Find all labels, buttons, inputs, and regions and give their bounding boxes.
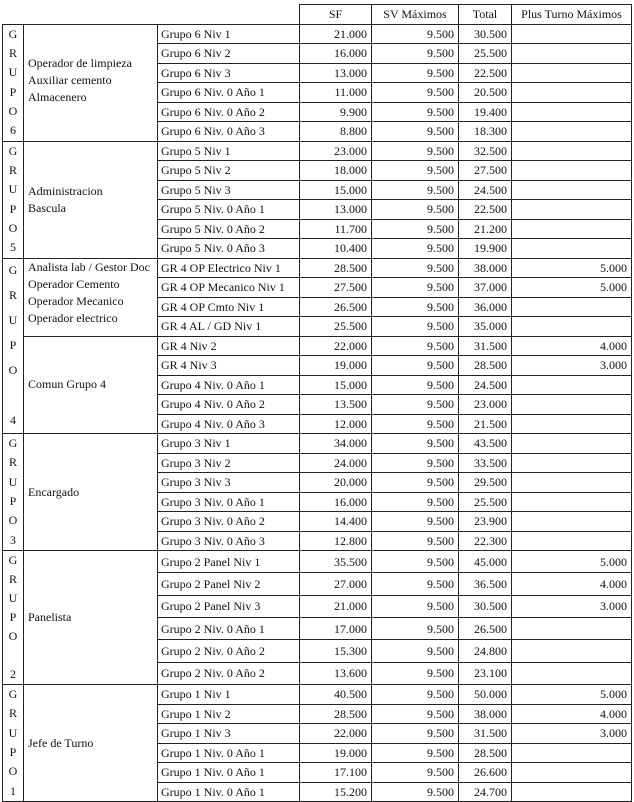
sv-cell: 9.500 (372, 551, 459, 573)
total-cell: 29.500 (459, 473, 512, 493)
sf-cell: 26.500 (300, 297, 372, 317)
total-cell: 25.500 (459, 492, 512, 512)
sv-cell: 9.500 (372, 278, 459, 298)
plus-cell (512, 122, 632, 142)
category-cell: Grupo 3 Niv. 0 Año 3 (158, 531, 300, 551)
group-label (3, 434, 24, 551)
total-cell: 25.500 (459, 44, 512, 64)
group-letter: 5 (10, 240, 16, 255)
plus-cell: 5.000 (512, 685, 632, 705)
sf-cell: 22.000 (300, 336, 372, 356)
plus-cell (512, 395, 632, 415)
plus-cell: 3.000 (512, 724, 632, 744)
sf-cell: 27.000 (300, 573, 372, 595)
table-row (3, 336, 632, 356)
plus-cell (512, 317, 632, 337)
total-cell: 38.000 (459, 258, 512, 278)
group-letter: R (8, 572, 17, 586)
sv-cell: 9.500 (372, 573, 459, 595)
group-label (3, 141, 24, 258)
group-letter: U (8, 591, 18, 605)
description-line: Auxiliar cemento (28, 72, 112, 87)
sv-cell: 9.500 (372, 782, 459, 802)
group-letter: G (8, 553, 18, 567)
group-letters (3, 142, 23, 258)
sv-cell: 9.500 (372, 122, 459, 142)
total-cell: 18.300 (459, 122, 512, 142)
sf-cell: 22.000 (300, 724, 372, 744)
salary-table (2, 4, 632, 802)
total-cell: 35.000 (459, 317, 512, 337)
sf-cell: 13.000 (300, 63, 372, 83)
total-cell: 43.500 (459, 434, 512, 454)
sf-cell: 11.700 (300, 219, 372, 239)
group-letter: R (8, 455, 17, 470)
sf-cell: 20.000 (300, 473, 372, 493)
category-cell: GR 4 OP Cmto Niv 1 (158, 297, 300, 317)
group-label (3, 685, 24, 802)
sv-cell: 9.500 (372, 512, 459, 532)
plus-cell (512, 63, 632, 83)
sv-cell: 9.500 (372, 414, 459, 434)
plus-cell (512, 200, 632, 220)
group-letter: G (8, 436, 18, 451)
sv-cell: 9.500 (372, 44, 459, 64)
sf-cell: 24.000 (300, 453, 372, 473)
total-cell: 26.500 (459, 617, 512, 639)
sv-cell: 9.500 (372, 83, 459, 103)
sv-cell: 9.500 (372, 356, 459, 376)
plus-cell (512, 414, 632, 434)
plus-cell (512, 180, 632, 200)
category-cell: Grupo 1 Niv 3 (158, 724, 300, 744)
group-letter: O (8, 103, 18, 118)
total-cell: 28.500 (459, 743, 512, 763)
plus-cell (512, 434, 632, 454)
group-letter: U (8, 313, 18, 328)
group-letter: O (8, 764, 18, 779)
plus-cell (512, 763, 632, 783)
plus-cell (512, 102, 632, 122)
sv-cell: 9.500 (372, 219, 459, 239)
description-line: Bascula (28, 200, 66, 215)
plus-cell (512, 531, 632, 551)
sf-cell: 17.100 (300, 763, 372, 783)
plus-cell (512, 782, 632, 802)
category-cell: Grupo 3 Niv 2 (158, 453, 300, 473)
category-cell: Grupo 3 Niv. 0 Año 2 (158, 512, 300, 532)
category-cell: Grupo 1 Niv 1 (158, 685, 300, 705)
group-letter: O (8, 363, 18, 378)
category-cell: Grupo 5 Niv. 0 Año 2 (158, 219, 300, 239)
total-cell: 32.500 (459, 141, 512, 161)
sf-cell: 12.800 (300, 531, 372, 551)
sv-cell: 9.500 (372, 724, 459, 744)
group-description (24, 258, 158, 336)
table-body (3, 24, 632, 802)
sf-cell: 10.400 (300, 239, 372, 259)
total-cell: 24.500 (459, 375, 512, 395)
sf-cell: 13.600 (300, 662, 372, 684)
sv-cell: 9.500 (372, 531, 459, 551)
sv-cell: 9.500 (372, 743, 459, 763)
description-line: Operador Mecanico (28, 293, 124, 308)
total-cell: 37.000 (459, 278, 512, 298)
sv-cell: 9.500 (372, 317, 459, 337)
total-cell: 28.500 (459, 356, 512, 376)
sv-cell: 9.500 (372, 297, 459, 317)
group-letter: P (9, 201, 17, 216)
total-cell: 45.000 (459, 551, 512, 573)
group-description (24, 434, 158, 551)
category-cell: Grupo 2 Panel Niv 1 (158, 551, 300, 573)
sf-cell: 12.000 (300, 414, 372, 434)
group-description (24, 24, 158, 141)
group-letters (3, 25, 23, 141)
total-cell: 23.000 (459, 395, 512, 415)
total-cell: 24.700 (459, 782, 512, 802)
sf-cell: 9.900 (300, 102, 372, 122)
sf-cell: 19.000 (300, 356, 372, 376)
sf-cell: 21.000 (300, 24, 372, 44)
category-cell: Grupo 5 Niv. 0 Año 3 (158, 239, 300, 259)
total-cell: 21.200 (459, 219, 512, 239)
group-letters (3, 259, 23, 434)
category-cell: Grupo 6 Niv 2 (158, 44, 300, 64)
group-letter: O (8, 629, 18, 643)
sf-cell: 8.800 (300, 122, 372, 142)
total-cell: 23.100 (459, 662, 512, 684)
table-row (3, 551, 632, 573)
sv-cell: 9.500 (372, 395, 459, 415)
plus-cell: 4.000 (512, 704, 632, 724)
sf-cell: 25.500 (300, 317, 372, 337)
table-row (3, 685, 632, 705)
total-cell: 24.500 (459, 180, 512, 200)
plus-cell (512, 473, 632, 493)
group-letter: R (8, 45, 17, 60)
category-cell: GR 4 Niv 2 (158, 336, 300, 356)
sf-cell: 15.000 (300, 375, 372, 395)
sf-cell: 28.500 (300, 704, 372, 724)
category-cell: GR 4 OP Electrico Niv 1 (158, 258, 300, 278)
description-line: Operador Cemento (28, 276, 120, 291)
total-cell: 30.500 (459, 595, 512, 617)
group-letter: P (9, 745, 17, 760)
category-cell: Grupo 5 Niv 1 (158, 141, 300, 161)
group-description (24, 551, 158, 685)
group-letter: P (9, 338, 17, 353)
description-line: Panelista (28, 610, 72, 624)
description-line: Almacenero (28, 89, 87, 104)
plus-cell: 3.000 (512, 356, 632, 376)
category-cell: Grupo 4 Niv. 0 Año 2 (158, 395, 300, 415)
category-cell: Grupo 1 Niv 2 (158, 704, 300, 724)
total-cell: 31.500 (459, 724, 512, 744)
total-cell: 26.600 (459, 763, 512, 783)
total-cell: 22.300 (459, 531, 512, 551)
category-cell: Grupo 6 Niv. 0 Año 2 (158, 102, 300, 122)
description-line: Administracion (28, 183, 103, 198)
total-cell: 19.900 (459, 239, 512, 259)
sf-cell: 35.500 (300, 551, 372, 573)
sf-cell: 15.200 (300, 782, 372, 802)
total-cell: 20.500 (459, 83, 512, 103)
plus-cell (512, 44, 632, 64)
category-cell: Grupo 2 Niv. 0 Año 2 (158, 640, 300, 662)
sf-cell: 14.400 (300, 512, 372, 532)
group-label (3, 24, 24, 141)
group-letter: O (8, 220, 18, 235)
group-letter: P (9, 610, 17, 624)
header-blank (3, 5, 300, 25)
group-letter: G (8, 26, 18, 41)
description-line: Jefe de Turno (28, 735, 94, 750)
plus-cell (512, 662, 632, 684)
total-cell: 19.400 (459, 102, 512, 122)
sf-cell: 11.000 (300, 83, 372, 103)
sv-cell: 9.500 (372, 434, 459, 454)
total-cell: 24.800 (459, 640, 512, 662)
category-cell: Grupo 6 Niv. 0 Año 1 (158, 83, 300, 103)
sf-cell: 16.000 (300, 44, 372, 64)
group-letter: R (8, 162, 17, 177)
group-description (24, 141, 158, 258)
sv-cell: 9.500 (372, 704, 459, 724)
category-cell: Grupo 5 Niv 3 (158, 180, 300, 200)
table-row (3, 141, 632, 161)
header-sf: SF (300, 5, 372, 25)
description-line: Analista lab / Gestor Doc (28, 259, 150, 274)
plus-cell: 4.000 (512, 336, 632, 356)
category-cell: Grupo 2 Niv. 0 Año 1 (158, 617, 300, 639)
description-line: Operador de limpieza (28, 55, 132, 70)
category-cell: Grupo 2 Niv. 0 Año 2 (158, 662, 300, 684)
sv-cell: 9.500 (372, 239, 459, 259)
total-cell: 22.500 (459, 200, 512, 220)
sv-cell: 9.500 (372, 662, 459, 684)
sf-cell: 15.000 (300, 180, 372, 200)
group-letter: 2 (10, 667, 16, 681)
sv-cell: 9.500 (372, 336, 459, 356)
category-cell: Grupo 4 Niv. 0 Año 1 (158, 375, 300, 395)
group-letter: P (9, 494, 17, 509)
group-letter: 1 (10, 783, 16, 798)
category-cell: Grupo 3 Niv 1 (158, 434, 300, 454)
sf-cell: 19.000 (300, 743, 372, 763)
group-letter: U (8, 65, 18, 80)
sv-cell: 9.500 (372, 102, 459, 122)
sf-cell: 13.500 (300, 395, 372, 415)
description-line: Operador electrico (28, 310, 118, 325)
category-cell: Grupo 5 Niv 2 (158, 161, 300, 181)
category-cell: GR 4 AL / GD Niv 1 (158, 317, 300, 337)
total-cell: 36.500 (459, 573, 512, 595)
sv-cell: 9.500 (372, 375, 459, 395)
sv-cell: 9.500 (372, 763, 459, 783)
plus-cell (512, 512, 632, 532)
plus-cell (512, 617, 632, 639)
plus-cell (512, 141, 632, 161)
total-cell: 22.500 (459, 63, 512, 83)
category-cell: Grupo 1 Niv. 0 Año 1 (158, 743, 300, 763)
group-letter: R (8, 288, 17, 303)
category-cell: Grupo 4 Niv. 0 Año 3 (158, 414, 300, 434)
sv-cell: 9.500 (372, 180, 459, 200)
description-line: Comun Grupo 4 (28, 377, 106, 392)
sv-cell: 9.500 (372, 258, 459, 278)
total-cell: 21.500 (459, 414, 512, 434)
category-cell: GR 4 Niv 3 (158, 356, 300, 376)
group-letter: P (9, 84, 17, 99)
group-description (24, 685, 158, 802)
category-cell: Grupo 2 Panel Niv 3 (158, 595, 300, 617)
category-cell: GR 4 OP Mecanico Niv 1 (158, 278, 300, 298)
sf-cell: 40.500 (300, 685, 372, 705)
sv-cell: 9.500 (372, 200, 459, 220)
plus-cell (512, 453, 632, 473)
plus-cell: 3.000 (512, 595, 632, 617)
plus-cell: 5.000 (512, 278, 632, 298)
plus-cell: 5.000 (512, 551, 632, 573)
sf-cell: 17.000 (300, 617, 372, 639)
group-letter: O (8, 513, 18, 528)
sf-cell: 21.000 (300, 595, 372, 617)
description-line: Encargado (28, 484, 80, 499)
group-letter: 6 (10, 123, 16, 138)
group-letter: G (8, 263, 18, 278)
group-letters (3, 685, 23, 801)
group-letter: U (8, 474, 18, 489)
category-cell: Grupo 1 Niv. 0 Año 1 (158, 763, 300, 783)
sv-cell: 9.500 (372, 595, 459, 617)
header-row (3, 5, 632, 25)
sv-cell: 9.500 (372, 492, 459, 512)
total-cell: 30.500 (459, 24, 512, 44)
category-cell: Grupo 6 Niv. 0 Año 3 (158, 122, 300, 142)
sv-cell: 9.500 (372, 640, 459, 662)
plus-cell (512, 743, 632, 763)
total-cell: 50.000 (459, 685, 512, 705)
total-cell: 36.000 (459, 297, 512, 317)
table-row (3, 258, 632, 278)
header-sv: SV Máximos (372, 5, 459, 25)
group-letter: U (8, 725, 18, 740)
header-plus: Plus Turno Máximos (512, 5, 632, 25)
sf-cell: 15.300 (300, 640, 372, 662)
plus-cell (512, 161, 632, 181)
group-label (3, 551, 24, 685)
category-cell: Grupo 6 Niv 3 (158, 63, 300, 83)
sf-cell: 27.500 (300, 278, 372, 298)
total-cell: 38.000 (459, 704, 512, 724)
group-letter: G (8, 143, 18, 158)
group-description (24, 336, 158, 434)
category-cell: Grupo 2 Panel Niv 2 (158, 573, 300, 595)
plus-cell: 4.000 (512, 573, 632, 595)
group-label (3, 258, 24, 434)
plus-cell (512, 83, 632, 103)
sv-cell: 9.500 (372, 453, 459, 473)
sv-cell: 9.500 (372, 24, 459, 44)
category-cell: Grupo 3 Niv 3 (158, 473, 300, 493)
sv-cell: 9.500 (372, 63, 459, 83)
group-letter: U (8, 182, 18, 197)
sf-cell: 16.000 (300, 492, 372, 512)
sf-cell: 34.000 (300, 434, 372, 454)
category-cell: Grupo 5 Niv. 0 Año 1 (158, 200, 300, 220)
category-cell: Grupo 3 Niv. 0 Año 1 (158, 492, 300, 512)
group-letter: G (8, 687, 18, 702)
group-letters (3, 434, 23, 550)
table-row (3, 24, 632, 44)
sf-cell: 18.000 (300, 161, 372, 181)
total-cell: 31.500 (459, 336, 512, 356)
sv-cell: 9.500 (372, 685, 459, 705)
plus-cell (512, 219, 632, 239)
header-total: Total (459, 5, 512, 25)
total-cell: 27.500 (459, 161, 512, 181)
plus-cell (512, 297, 632, 317)
sv-cell: 9.500 (372, 141, 459, 161)
total-cell: 33.500 (459, 453, 512, 473)
plus-cell (512, 24, 632, 44)
sf-cell: 13.000 (300, 200, 372, 220)
sv-cell: 9.500 (372, 161, 459, 181)
category-cell: Grupo 6 Niv 1 (158, 24, 300, 44)
category-cell: Grupo 1 Niv. 0 Año 1 (158, 782, 300, 802)
group-letter: 3 (10, 532, 16, 547)
sf-cell: 28.500 (300, 258, 372, 278)
plus-cell: 5.000 (512, 258, 632, 278)
plus-cell (512, 375, 632, 395)
group-letter: 4 (10, 412, 16, 427)
plus-cell (512, 640, 632, 662)
sv-cell: 9.500 (372, 473, 459, 493)
plus-cell (512, 239, 632, 259)
group-letters (3, 551, 23, 684)
total-cell: 23.900 (459, 512, 512, 532)
sf-cell: 23.000 (300, 141, 372, 161)
sv-cell: 9.500 (372, 617, 459, 639)
group-letter: R (8, 706, 17, 721)
table-row (3, 434, 632, 454)
plus-cell (512, 492, 632, 512)
